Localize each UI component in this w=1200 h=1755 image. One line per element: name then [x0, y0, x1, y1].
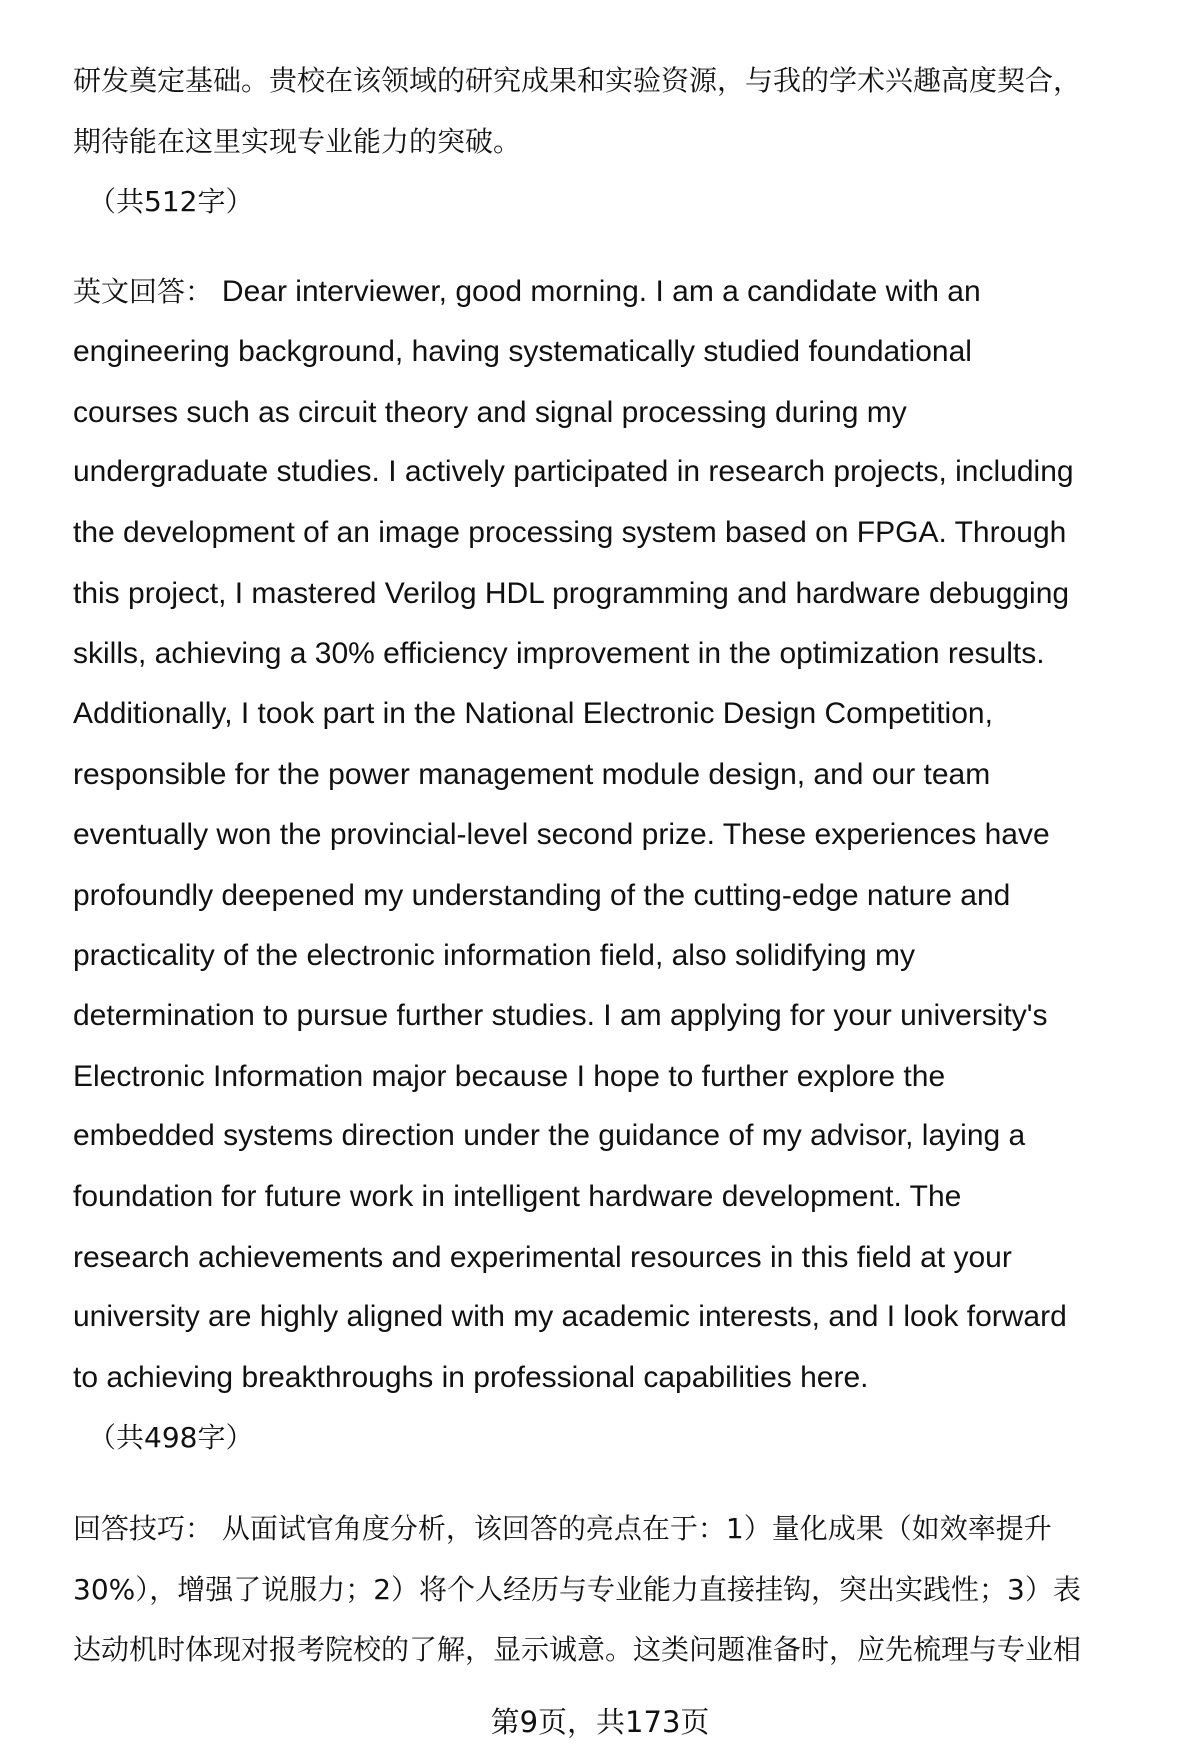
paragraph-line: university are highly aligned with my academic interests, and I look forward: [73, 1300, 1067, 1333]
paragraph-line: courses such as circuit theory and signal processing during my: [73, 396, 907, 429]
paragraph-line: embedded systems direction under the guidance of my advisor, laying a: [73, 1119, 1026, 1152]
paragraph-line: 研发奠定基础。贵校在该领域的研究成果和实验资源，与我的学术兴趣高度契合，: [73, 64, 1082, 97]
paragraph-line: responsible for the power management module design, and our team: [73, 758, 991, 791]
tips-first-line: [73, 1512, 1052, 1546]
paragraph-line: practicality of the electronic information field, also solidifying my: [73, 939, 916, 972]
paragraph-line: 30%），增强了说服力；2）将个人经历与专业能力直接挂钩，突出实践性；3）表: [73, 1573, 1081, 1606]
paragraph-line: undergraduate studies. I actively participated in research projects, including: [73, 455, 1074, 488]
paragraph-line: research achievements and experimental resources in this field at your: [73, 1241, 1012, 1274]
english-answer-label: 英文回答：: [73, 275, 214, 308]
paragraph-line: Electronic Information major because I hope to further explore the: [73, 1060, 946, 1093]
tips-label: 回答技巧：: [73, 1512, 214, 1545]
paragraph-line: 从面试官角度分析，该回答的亮点在于：1）量化成果（如效率提升: [221, 1512, 1052, 1545]
page-footer: 第9页，共173页: [490, 1705, 710, 1739]
paragraph-line: the development of an image processing system based on FPGA. Through: [73, 516, 1067, 549]
english-answer-first-line: [73, 275, 981, 309]
paragraph-line: Dear interviewer, good morning. I am a candidate with an: [221, 275, 981, 308]
chinese-word-count: （共512字）: [88, 185, 254, 218]
paragraph-line: 达动机时体现对报考院校的了解，显示诚意。这类问题准备时，应先梳理与专业相: [73, 1633, 1082, 1666]
paragraph-line: to achieving breakthroughs in professional capabilities here.: [73, 1361, 869, 1394]
paragraph-line: 期待能在这里实现专业能力的突破。: [73, 125, 522, 158]
paragraph-line: determination to pursue further studies. I am applying for your university's: [73, 999, 1048, 1032]
paragraph-line: engineering background, having systematically studied foundational: [73, 335, 972, 368]
paragraph-line: profoundly deepened my understanding of the cutting-edge nature and: [73, 879, 1011, 912]
paragraph-line: eventually won the provincial-level second prize. These experiences have: [73, 818, 1050, 851]
paragraph-line: foundation for future work in intelligent hardware development. The: [73, 1180, 962, 1213]
paragraph-line: Additionally, I took part in the National Electronic Design Competition,: [73, 697, 993, 730]
paragraph-line: skills, achieving a 30% efficiency improvement in the optimization results.: [73, 637, 1045, 670]
paragraph-line: this project, I mastered Verilog HDL programming and hardware debugging: [73, 577, 1070, 610]
english-word-count: （共498字）: [88, 1421, 254, 1454]
